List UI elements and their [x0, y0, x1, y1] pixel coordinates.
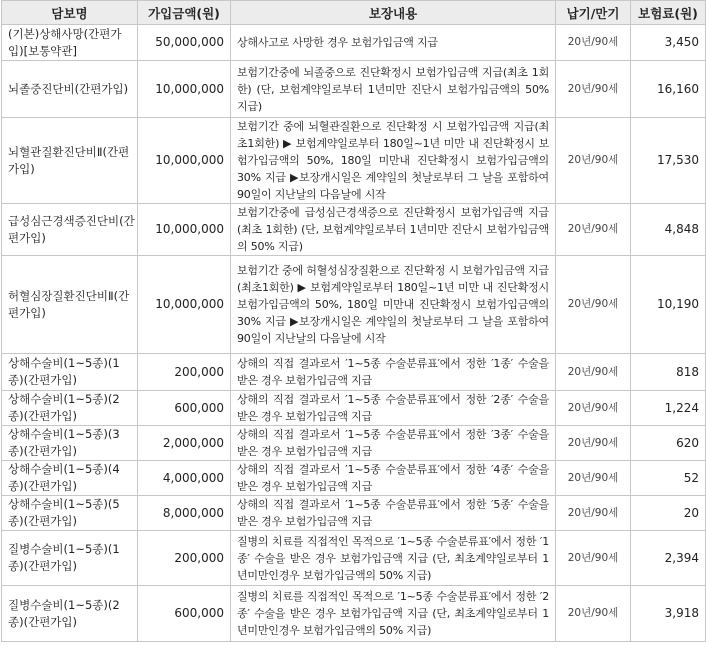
cell-premium: 10,190 — [631, 256, 706, 354]
cell-name: 질병수술비(1~5종)(2종)(간편가입) — [2, 586, 138, 642]
cell-amount: 10,000,000 — [138, 118, 231, 204]
cell-desc: 상해의 직접 결과로서 ′1~5종 수술분류표′에서 정한 ′4종′ 수술을 받은 경우 보험가입금액 지급 — [231, 461, 556, 496]
cell-desc: 보험기간 중에 허혈성심장질환으로 진단확정 시 보험가입금액 지급(최초1회한) ▶ 보험계약일로부터 180일~1년 미만 내 진단확정시 보험가입금액의 50%, 180일 미만내 진단확정시 보험가입금액의 30% 지급 ▶보장개시일은 계약일의 첫날로부터 그 날을 포함하여 90일이 지난날의 다음날에 시작 — [231, 256, 556, 354]
cell-term: 20년/90세 — [556, 204, 631, 256]
cell-amount: 8,000,000 — [138, 496, 231, 531]
cell-term: 20년/90세 — [556, 586, 631, 642]
cell-amount: 600,000 — [138, 391, 231, 426]
cell-name: 허혈심장질환진단비Ⅱ(간편가입) — [2, 256, 138, 354]
cell-term: 20년/90세 — [556, 461, 631, 496]
table-row — [2, 391, 706, 426]
cell-term: 20년/90세 — [556, 391, 631, 426]
cell-desc: 상해사고로 사망한 경우 보험가입금액 지급 — [231, 25, 556, 61]
cell-desc: 상해의 직접 결과로서 ′1~5종 수술분류표′에서 정한 ′1종′ 수술을 받은 경우 보험가입금액 지급 — [231, 354, 556, 391]
table-row — [2, 61, 706, 118]
header-row — [2, 1, 706, 25]
table-row — [2, 531, 706, 586]
cell-premium: 3,918 — [631, 586, 706, 642]
table-body — [2, 25, 706, 642]
cell-premium: 818 — [631, 354, 706, 391]
cell-amount: 4,000,000 — [138, 461, 231, 496]
cell-desc: 보험기간중에 급성심근경색증으로 진단확정시 보험가입금액 지급(최초 1회한) (단, 보험계약일로부터 1년미만 진단시 보험가입금액의 50% 지급) — [231, 204, 556, 256]
cell-term: 20년/90세 — [556, 531, 631, 586]
cell-premium: 20 — [631, 496, 706, 531]
cell-desc: 상해의 직접 결과로서 ′1~5종 수술분류표′에서 정한 ′2종′ 수술을 받은 경우 보험가입금액 지급 — [231, 391, 556, 426]
cell-premium: 620 — [631, 426, 706, 461]
table-row — [2, 204, 706, 256]
cell-name: 상해수술비(1~5종)(3종)(간편가입) — [2, 426, 138, 461]
cell-desc: 질병의 치료를 직접적인 목적으로 ′1~5종 수술분류표′에서 정한 ′2종′ 수술을 받은 경우 보험가입금액 지급 (단, 최초계약일로부터 1년미만인경우 보험가입금액의 50% 지급) — [231, 586, 556, 642]
cell-term: 20년/90세 — [556, 496, 631, 531]
cell-amount: 10,000,000 — [138, 204, 231, 256]
cell-name: 뇌혈관질환진단비Ⅱ(간편가입) — [2, 118, 138, 204]
cell-name: 상해수술비(1~5종)(1종)(간편가입) — [2, 354, 138, 391]
header-name: 담보명 — [2, 1, 138, 25]
table-row — [2, 426, 706, 461]
cell-amount: 2,000,000 — [138, 426, 231, 461]
header-desc: 보장내용 — [231, 1, 556, 25]
header-term: 납기/만기 — [556, 1, 631, 25]
cell-amount: 10,000,000 — [138, 61, 231, 118]
header-amount: 가입금액(원) — [138, 1, 231, 25]
cell-term: 20년/90세 — [556, 426, 631, 461]
cell-desc: 질병의 치료를 직접적인 목적으로 ′1~5종 수술분류표′에서 정한 ′1종′ 수술을 받은 경우 보험가입금액 지급 (단, 최초계약일로부터 1년미만인경우 보험가입금액의 50% 지급) — [231, 531, 556, 586]
table-row — [2, 496, 706, 531]
cell-premium: 1,224 — [631, 391, 706, 426]
table-header — [2, 1, 706, 25]
table-row — [2, 354, 706, 391]
cell-term: 20년/90세 — [556, 61, 631, 118]
table-row — [2, 586, 706, 642]
cell-name: 급성심근경색증진단비(간편가입) — [2, 204, 138, 256]
table-row — [2, 25, 706, 61]
cell-term: 20년/90세 — [556, 118, 631, 204]
cell-name: 질병수술비(1~5종)(1종)(간편가입) — [2, 531, 138, 586]
cell-name: (기본)상해사망(간편가입)[보통약관] — [2, 25, 138, 61]
cell-name: 상해수술비(1~5종)(5종)(간편가입) — [2, 496, 138, 531]
cell-premium: 2,394 — [631, 531, 706, 586]
coverage-table — [1, 0, 706, 642]
cell-premium: 3,450 — [631, 25, 706, 61]
cell-name: 뇌졸중진단비(간편가입) — [2, 61, 138, 118]
cell-amount: 200,000 — [138, 354, 231, 391]
cell-premium: 17,530 — [631, 118, 706, 204]
cell-term: 20년/90세 — [556, 256, 631, 354]
cell-premium: 4,848 — [631, 204, 706, 256]
table-row — [2, 461, 706, 496]
cell-premium: 52 — [631, 461, 706, 496]
cell-term: 20년/90세 — [556, 354, 631, 391]
cell-amount: 10,000,000 — [138, 256, 231, 354]
cell-desc: 상해의 직접 결과로서 ′1~5종 수술분류표′에서 정한 ′3종′ 수술을 받은 경우 보험가입금액 지급 — [231, 426, 556, 461]
cell-premium: 16,160 — [631, 61, 706, 118]
cell-name: 상해수술비(1~5종)(4종)(간편가입) — [2, 461, 138, 496]
table-row — [2, 118, 706, 204]
cell-desc: 보험기간 중에 뇌혈관질환으로 진단확정 시 보험가입금액 지급(최초1회한) ▶ 보험계약일로부터 180일~1년 미만 내 진단확정시 보험가입금액의 50%, 180일 미만내 진단확정시 보험가입금액의 30% 지급 ▶보장개시일은 계약일의 첫날로부터 그 날을 포함하여 90일이 지난날의 다음날에 시작 — [231, 118, 556, 204]
cell-name: 상해수술비(1~5종)(2종)(간편가입) — [2, 391, 138, 426]
cell-amount: 200,000 — [138, 531, 231, 586]
cell-amount: 50,000,000 — [138, 25, 231, 61]
table-row — [2, 256, 706, 354]
header-premium: 보험료(원) — [631, 1, 706, 25]
cell-desc: 보험기간중에 뇌졸중으로 진단확정시 보험가입금액 지급(최초 1회한) (단, 보험계약일로부터 1년미만 진단시 보험가입금액의 50% 지급) — [231, 61, 556, 118]
cell-amount: 600,000 — [138, 586, 231, 642]
cell-term: 20년/90세 — [556, 25, 631, 61]
cell-desc: 상해의 직접 결과로서 ′1~5종 수술분류표′에서 정한 ′5종′ 수술을 받은 경우 보험가입금액 지급 — [231, 496, 556, 531]
